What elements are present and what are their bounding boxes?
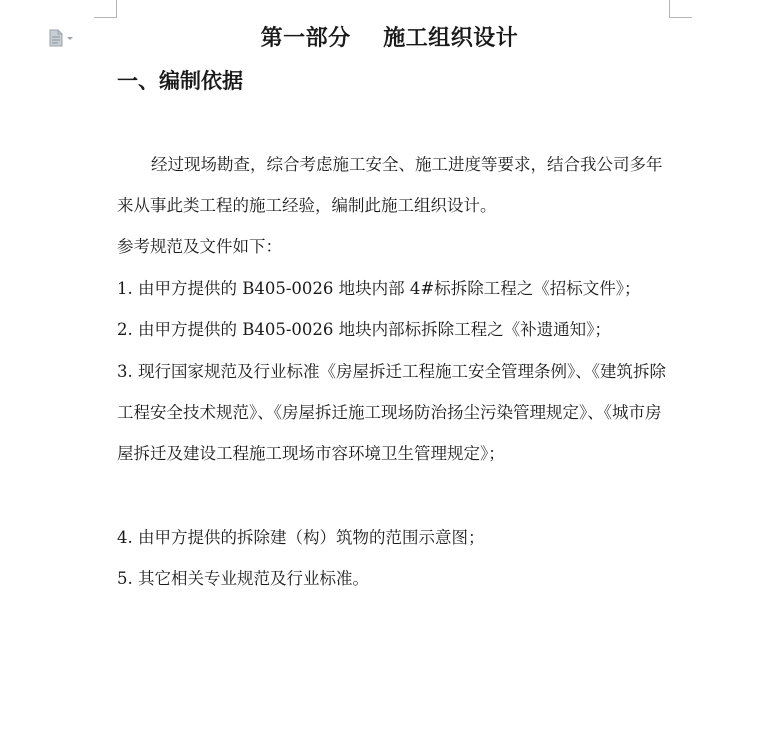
intro-paragraph: 经过现场勘查，综合考虑施工安全、施工进度等要求，结合我公司多年来从事此类工程的施工经验，编制此施工组织设计。	[117, 155, 663, 215]
page-title: 第一部分 施工组织设计	[260, 26, 519, 51]
list-item: 1. 由甲方提供的 B405-0026 地块内部 4#标拆除工程之《招标文件》；	[117, 279, 641, 298]
list-item: 4. 由甲方提供的拆除建（构）筑物的范围示意图；	[117, 528, 485, 547]
list-item: 3. 现行国家规范及行业标准《房屋拆迁工程施工安全管理条例》、《建筑拆除工程安全技术规范》、《房屋拆迁施工现场防治扬尘污染管理规定》、《城市房屋拆迁及建设工程施工现场市容环境卫生管理规定》；	[117, 362, 666, 463]
list-item: 5. 其它相关专业规范及行业标准。	[117, 569, 369, 588]
page-corner-mark-top-right	[669, 0, 692, 18]
reference-lead: 参考规范及文件如下：	[117, 237, 282, 256]
page-corner-mark-top-left	[94, 0, 117, 18]
list-item: 2. 由甲方提供的 B405-0026 地块内部标拆除工程之《补遗通知》；	[117, 320, 611, 339]
section-heading: 一、编制依据	[117, 69, 243, 93]
